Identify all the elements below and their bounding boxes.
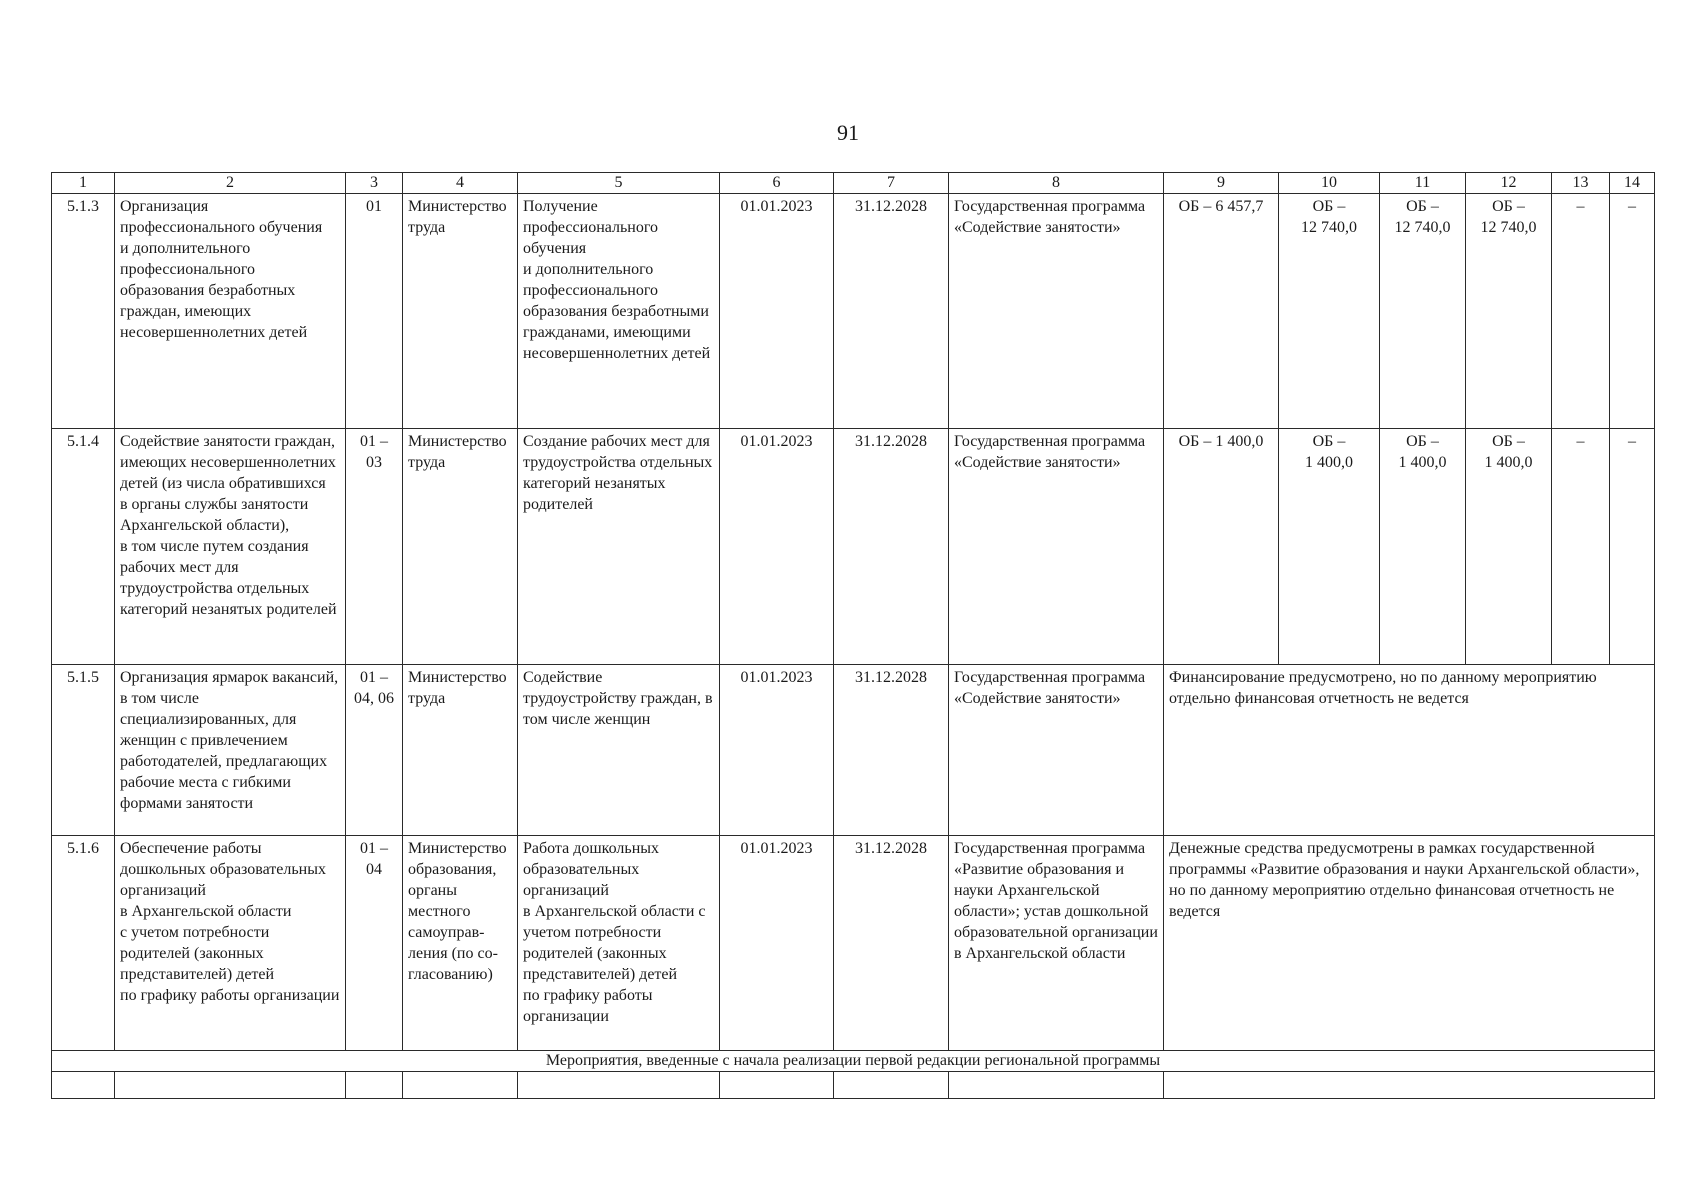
empty-cell [834,1072,949,1099]
table-row-5-1-6 [52,836,1655,1051]
start-date: 01.01.2023 [720,836,834,1051]
funding-col-14: – [1610,429,1655,665]
column-number: 11 [1380,173,1466,194]
basis-document: Государственная программа «Развитие образования и науки Архангельской области»; устав дошкольной образовательной организации в Архангельской области [949,836,1164,1051]
column-number: 5 [518,173,720,194]
end-date: 31.12.2028 [834,194,949,429]
executor: Министерство труда [403,429,518,665]
column-number: 1 [52,173,115,194]
funding-note: Денежные средства предусмотрены в рамках государственной программы «Развитие образования и науки Архангельской области», но по данному мероприятию отдельно финансовая отчетность не ведется [1164,836,1655,1051]
start-date: 01.01.2023 [720,665,834,836]
funding-col-10: ОБ – 12 740,0 [1279,194,1380,429]
column-number: 9 [1164,173,1279,194]
column-number: 13 [1552,173,1610,194]
empty-cell [115,1072,346,1099]
activities-table [51,172,1655,1099]
table-row-5-1-3 [52,194,1655,429]
item-number: 5.1.3 [52,194,115,429]
funding-col-11: ОБ – 1 400,0 [1380,429,1466,665]
expected-result: Получение профессионального обучения и дополнительного профессионального образования безработными гражданами, имеющими несовершеннолетних детей [518,194,720,429]
column-number: 8 [949,173,1164,194]
basis-document: Государственная программа «Содействие занятости» [949,665,1164,836]
section-title: Мероприятия, введенные с начала реализации первой редакции региональной программы [52,1051,1655,1072]
task-codes: 01 [346,194,403,429]
funding-col-13: – [1552,429,1610,665]
item-number: 5.1.5 [52,665,115,836]
activity-name: Организация ярмарок вакансий, в том числе специализированных, для женщин с привлечением работодателей, предлагающих рабочие места с гибкими формами занятости [115,665,346,836]
column-number: 6 [720,173,834,194]
funding-col-9: ОБ – 6 457,7 [1164,194,1279,429]
executor: Министерство труда [403,194,518,429]
executor: Министерство образования, органы местного самоуправ-ления (по со-гласованию) [403,836,518,1051]
funding-col-13: – [1552,194,1610,429]
expected-result: Содействие трудоустройству граждан, в том числе женщин [518,665,720,836]
table-row-5-1-5 [52,665,1655,836]
activity-name: Организация профессионального обучения и дополнительного профессионального образования безработных граждан, имеющих несовершеннолетних детей [115,194,346,429]
start-date: 01.01.2023 [720,194,834,429]
activity-name: Содействие занятости граждан, имеющих несовершеннолетних детей (из числа обратившихся в органы службы занятости Архангельской области), в том числе путем создания рабочих мест для трудоустройства отдельных категорий незанятых родителей [115,429,346,665]
expected-result: Работа дошкольных образовательных организаций в Архангельской области с учетом потребности родителей (законных представителей) детей по графику работы организации [518,836,720,1051]
empty-row [52,1072,1655,1099]
expected-result: Создание рабочих мест для трудоустройства отдельных категорий незанятых родителей [518,429,720,665]
column-number: 7 [834,173,949,194]
column-number: 10 [1279,173,1380,194]
executor: Министерство труда [403,665,518,836]
empty-cell [1164,1072,1655,1099]
empty-cell [949,1072,1164,1099]
column-number: 4 [403,173,518,194]
column-number: 14 [1610,173,1655,194]
column-number: 12 [1466,173,1552,194]
task-codes: 01 – 03 [346,429,403,665]
funding-col-9: ОБ – 1 400,0 [1164,429,1279,665]
empty-cell [52,1072,115,1099]
task-codes: 01 – 04 [346,836,403,1051]
table-row-5-1-4 [52,429,1655,665]
end-date: 31.12.2028 [834,836,949,1051]
column-number: 2 [115,173,346,194]
funding-col-10: ОБ – 1 400,0 [1279,429,1380,665]
funding-col-14: – [1610,194,1655,429]
end-date: 31.12.2028 [834,429,949,665]
empty-cell [720,1072,834,1099]
empty-cell [403,1072,518,1099]
funding-note: Финансирование предусмотрено, но по данному мероприятию отдельно финансовая отчетность не ведется [1164,665,1655,836]
basis-document: Государственная программа «Содействие занятости» [949,429,1164,665]
start-date: 01.01.2023 [720,429,834,665]
activity-name: Обеспечение работы дошкольных образовательных организаций в Архангельской области с учетом потребности родителей (законных представителей) детей по графику работы организации [115,836,346,1051]
column-number: 3 [346,173,403,194]
section-header-row [52,1051,1655,1072]
end-date: 31.12.2028 [834,665,949,836]
funding-col-12: ОБ – 1 400,0 [1466,429,1552,665]
funding-col-12: ОБ – 12 740,0 [1466,194,1552,429]
page-number: 91 [837,120,859,145]
basis-document: Государственная программа «Содействие занятости» [949,194,1164,429]
column-number-header-row [52,173,1655,194]
task-codes: 01 – 04, 06 [346,665,403,836]
empty-cell [518,1072,720,1099]
item-number: 5.1.6 [52,836,115,1051]
funding-col-11: ОБ – 12 740,0 [1380,194,1466,429]
empty-cell [346,1072,403,1099]
item-number: 5.1.4 [52,429,115,665]
